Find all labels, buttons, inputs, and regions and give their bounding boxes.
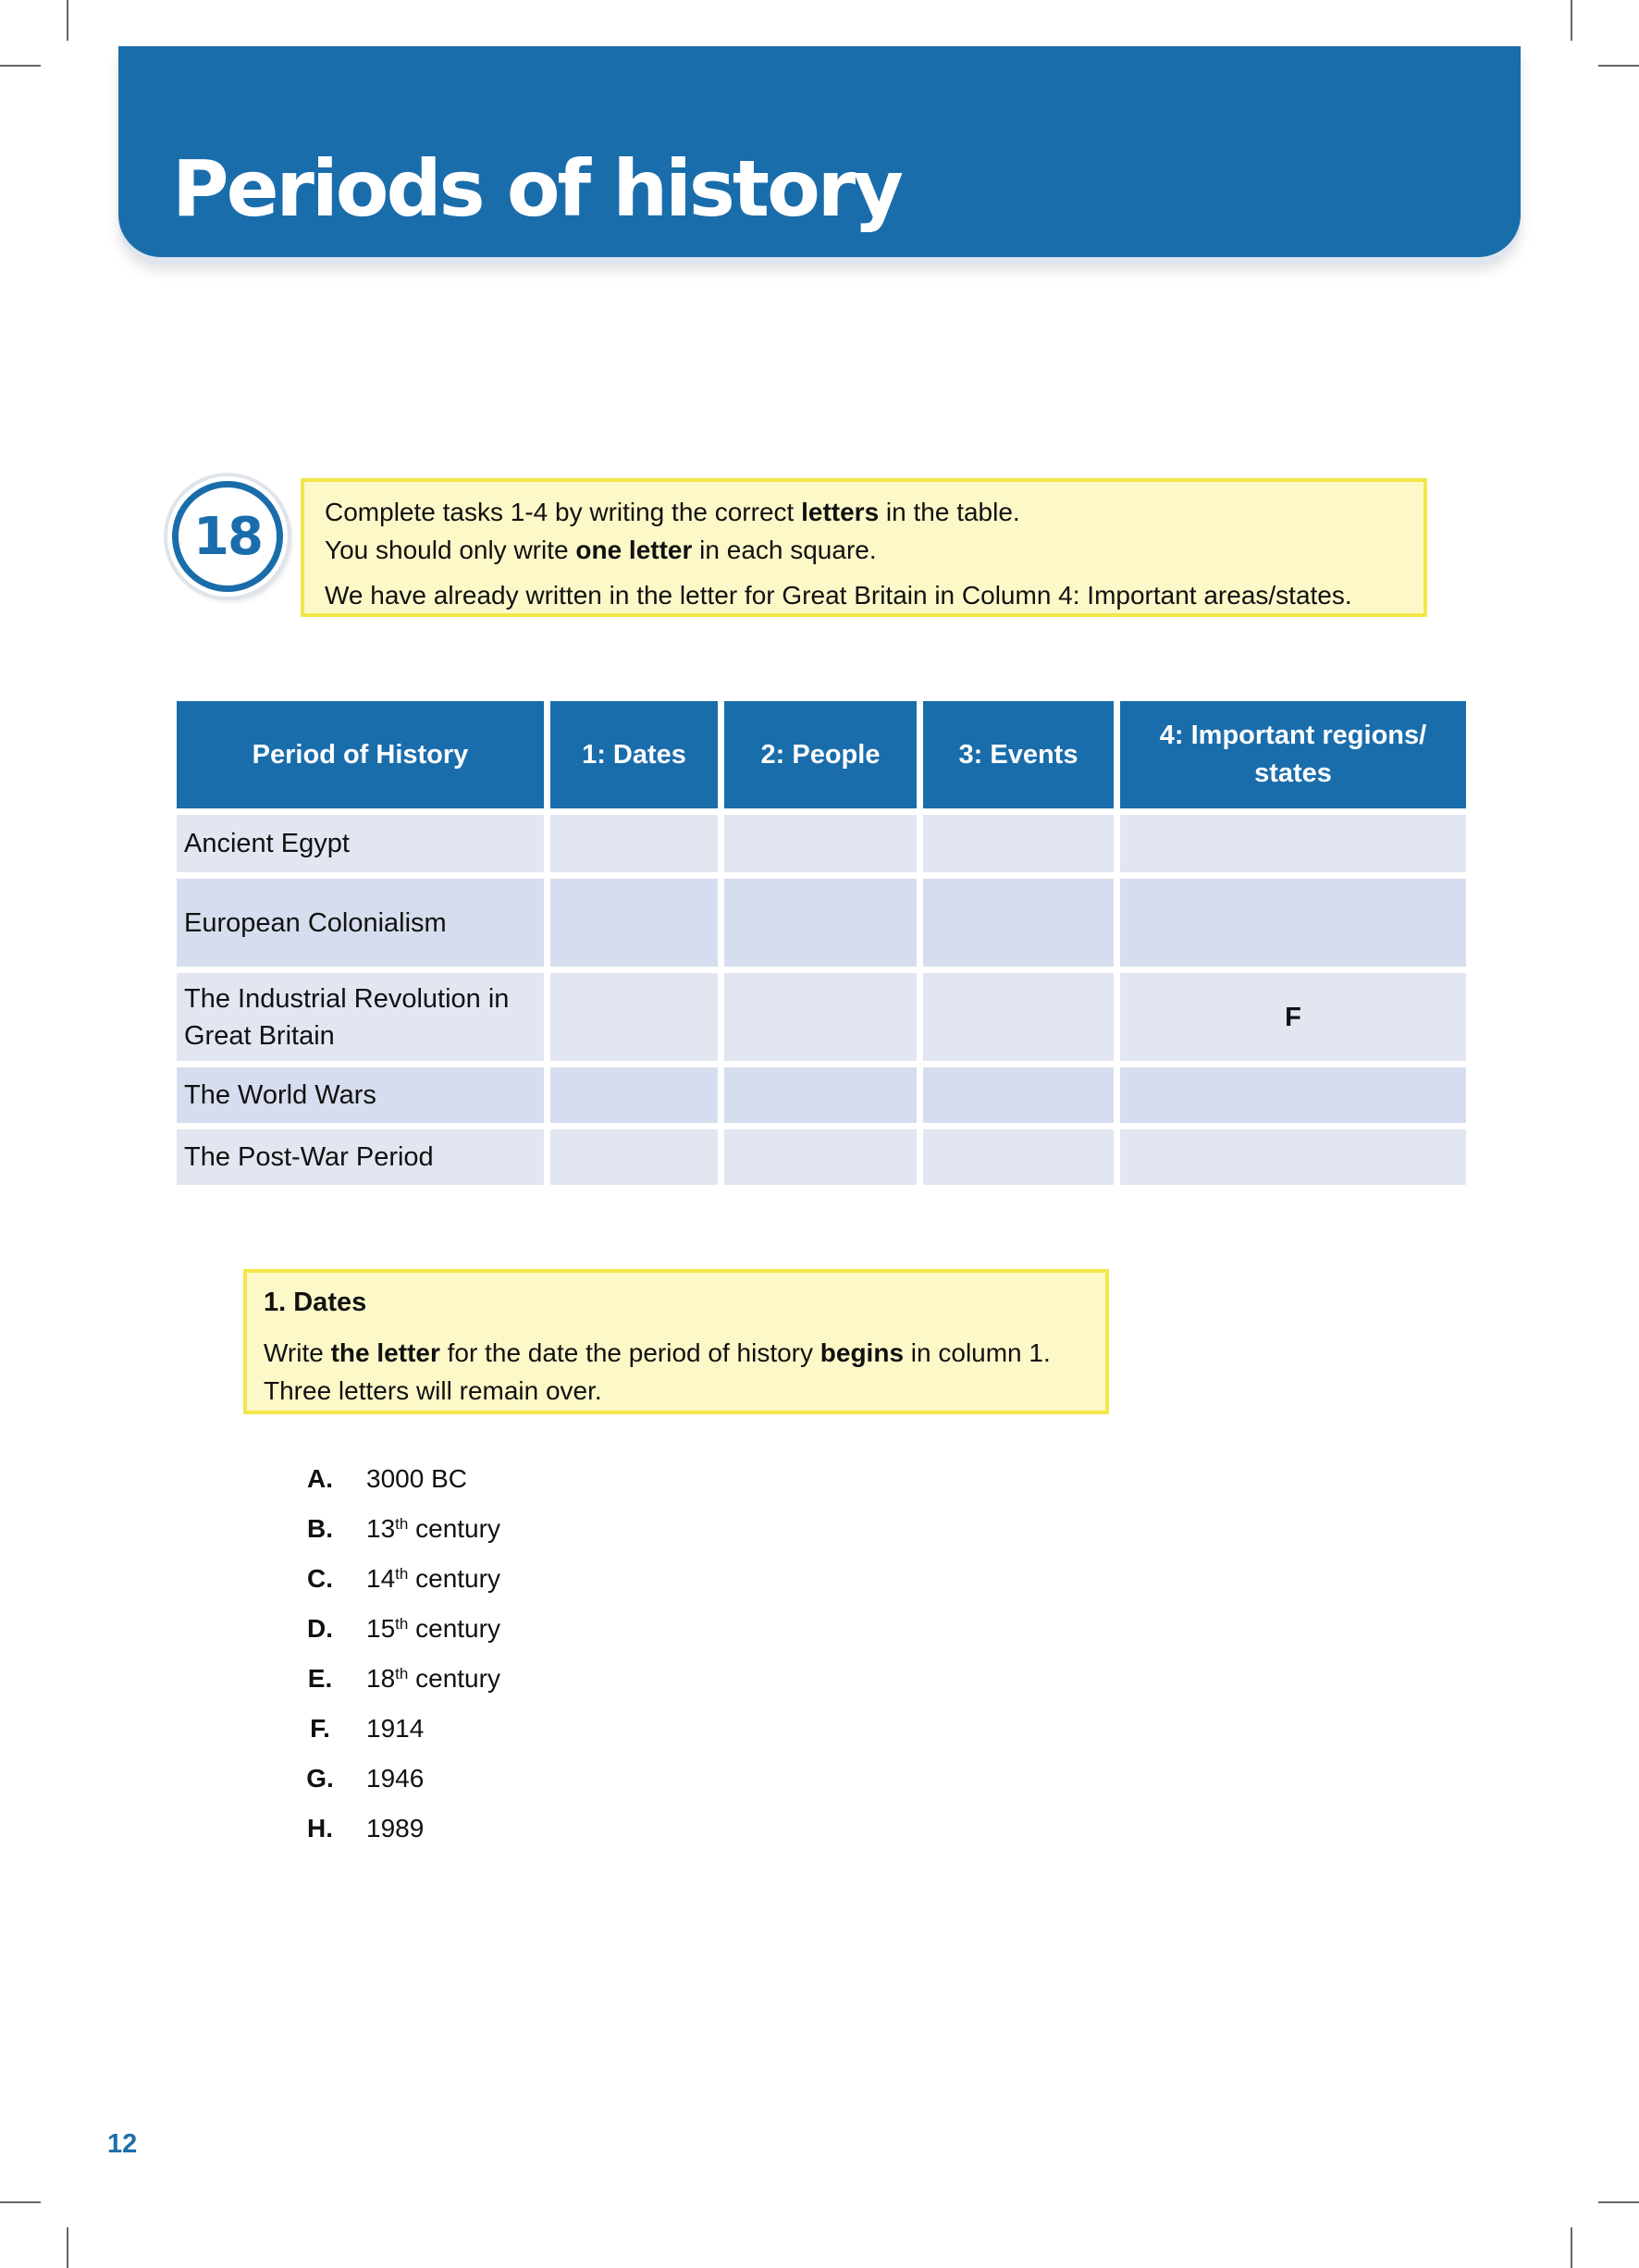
task-number-badge: 18	[172, 481, 283, 592]
answer-table	[170, 695, 1473, 1191]
period-label: The World Wars	[177, 1067, 544, 1123]
instruction-line: You should only write one letter in each square.	[325, 536, 877, 564]
dates-instructions	[243, 1269, 1109, 1414]
task-instructions	[301, 478, 1427, 617]
crop-mark	[1598, 2201, 1639, 2203]
answer-cell[interactable]	[923, 973, 1114, 1061]
crop-mark	[1571, 0, 1572, 41]
answer-cell[interactable]	[1120, 1067, 1466, 1123]
date-option: E. 18th century	[307, 1664, 500, 1693]
answer-cell[interactable]	[1120, 815, 1466, 872]
title-banner	[118, 46, 1521, 257]
column-header: 4: Important regions/ states	[1120, 701, 1466, 808]
page-number: 12	[107, 2129, 138, 2159]
date-option: G. 1946	[306, 1764, 425, 1793]
table-row	[177, 973, 1466, 1061]
answer-cell[interactable]	[1120, 879, 1466, 967]
answer-cell[interactable]	[550, 1067, 718, 1123]
answer-cell[interactable]	[724, 1129, 917, 1185]
column-header: 3: Events	[923, 701, 1114, 808]
date-option: D. 15th century	[307, 1614, 500, 1643]
date-option: B. 13th century	[307, 1514, 500, 1543]
date-option: C. 14th century	[307, 1564, 500, 1593]
instruction-line: Write the letter for the date the period of history begins in column 1.	[264, 1338, 1051, 1367]
answer-cell[interactable]	[550, 1129, 718, 1185]
date-option: F. 1914	[310, 1714, 425, 1743]
answer-cell[interactable]	[550, 973, 718, 1061]
crop-mark	[1571, 2227, 1572, 2268]
answer-cell[interactable]	[923, 879, 1114, 967]
answer-cell[interactable]	[550, 879, 718, 967]
table-header-row	[177, 701, 1466, 808]
table-row	[177, 1067, 1466, 1123]
answer-cell[interactable]	[923, 1067, 1114, 1123]
period-label: The Industrial Revolution in Great Britain	[177, 973, 544, 1061]
column-header: Period of History	[177, 701, 544, 808]
answer-cell[interactable]	[923, 815, 1114, 872]
answer-cell[interactable]	[724, 1067, 917, 1123]
instruction-line: We have already written in the letter for Great Britain in Column 4: Important areas/states.	[325, 581, 1352, 610]
dates-heading: 1. Dates	[264, 1288, 367, 1317]
period-label: Ancient Egypt	[177, 815, 544, 872]
crop-mark	[1598, 65, 1639, 67]
crop-mark	[0, 2201, 41, 2203]
answer-cell[interactable]	[724, 879, 917, 967]
date-options-list	[302, 1454, 500, 1854]
instruction-line: Complete tasks 1-4 by writing the correct letters in the table.	[325, 498, 1020, 526]
answer-cell[interactable]	[550, 815, 718, 872]
crop-mark	[67, 2227, 68, 2268]
instruction-line: Three letters will remain over.	[264, 1376, 602, 1405]
table-row	[177, 1129, 1466, 1185]
answer-cell[interactable]	[724, 815, 917, 872]
date-option: H. 1989	[307, 1814, 425, 1843]
answer-cell[interactable]	[923, 1129, 1114, 1185]
period-label: European Colonialism	[177, 879, 544, 967]
answer-cell[interactable]	[724, 973, 917, 1061]
date-option: A. 3000 BC	[307, 1464, 467, 1493]
column-header: 1: Dates	[550, 701, 718, 808]
page-title: Periods of history	[172, 143, 901, 234]
crop-mark	[0, 65, 41, 67]
table-row	[177, 815, 1466, 872]
answer-cell[interactable]	[1120, 1129, 1466, 1185]
period-label: The Post-War Period	[177, 1129, 544, 1185]
table-row	[177, 879, 1466, 967]
crop-mark	[67, 0, 68, 41]
column-header: 2: People	[724, 701, 917, 808]
answer-cell[interactable]: F	[1120, 973, 1466, 1061]
